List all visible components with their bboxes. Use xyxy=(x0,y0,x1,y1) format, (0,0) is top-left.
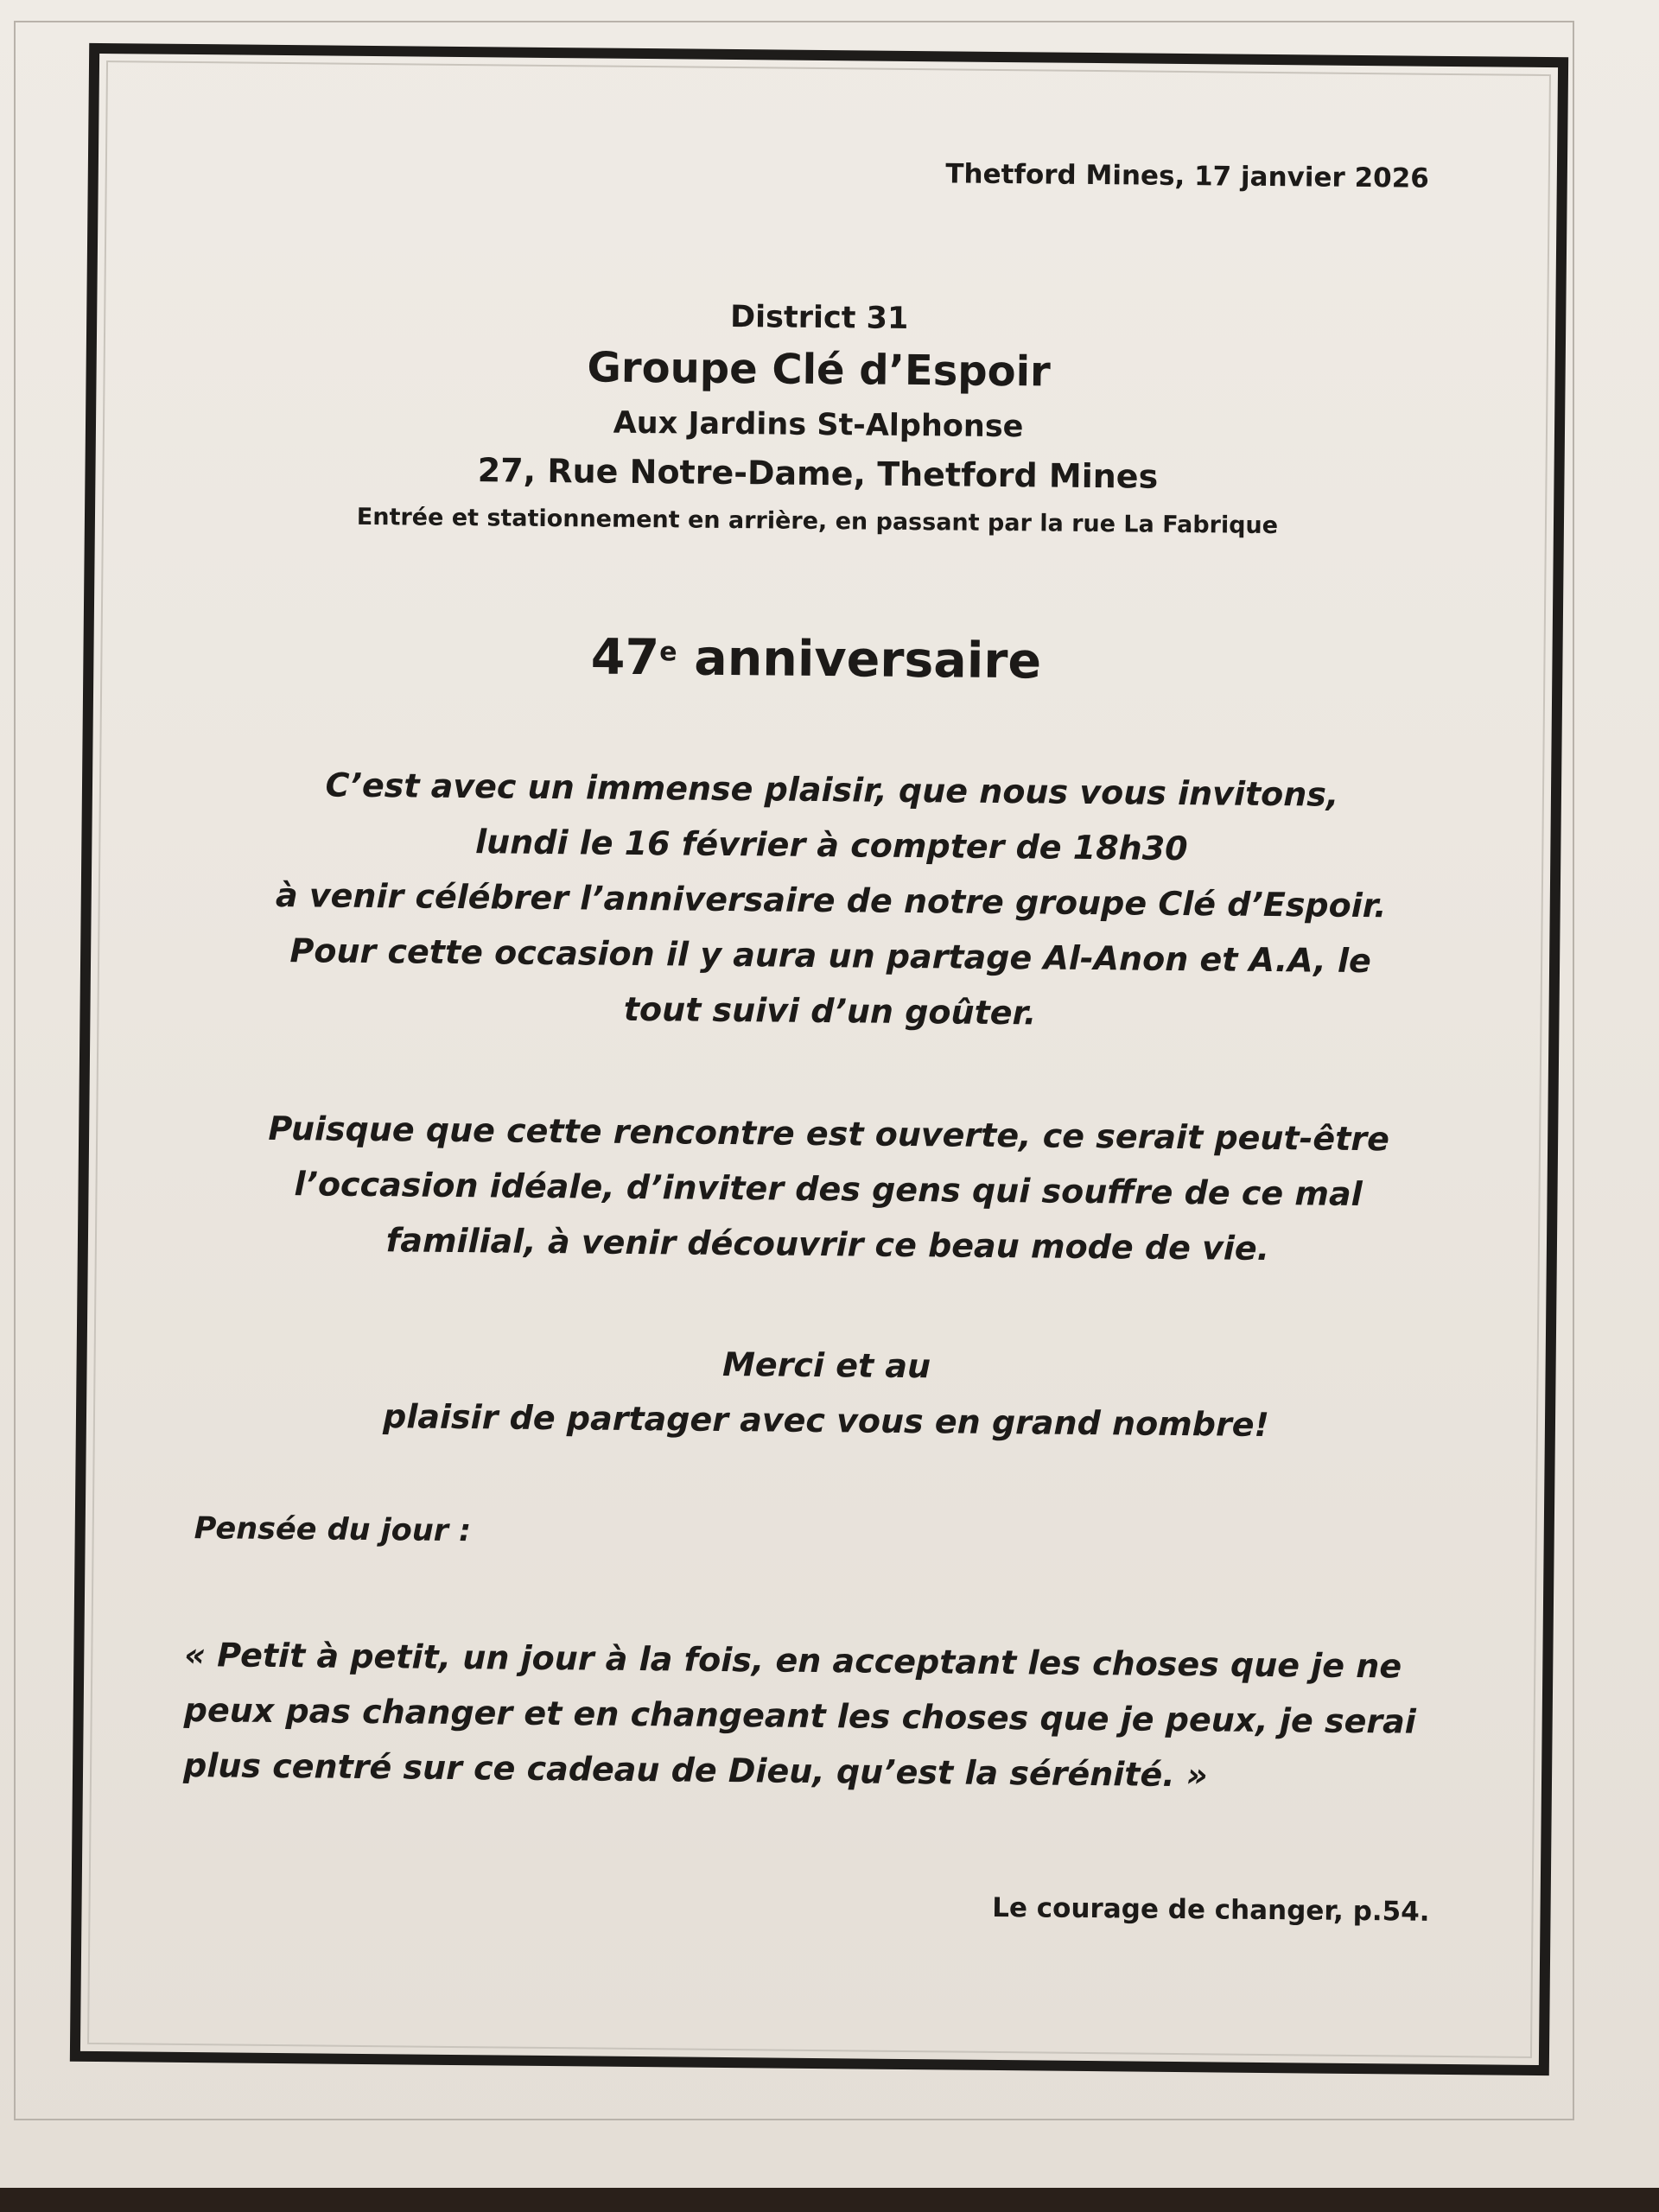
quote-source: Le courage de changer, p.54. xyxy=(992,1891,1430,1928)
date-line: Thetford Mines, 17 janvier 2026 xyxy=(945,158,1429,194)
quote-line: plus centré sur ce cadeau de Dieu, qu’est la sérénité. » xyxy=(182,1745,1208,1795)
thought-of-the-day-label: Pensée du jour : xyxy=(194,1511,472,1549)
venue-address: 27, Rue Notre-Dame, Thetford Mines xyxy=(477,451,1159,496)
open-meeting-line: l’occasion idéale, d’inviter des gens qui souffre de ce mal xyxy=(294,1165,1363,1214)
venue-name: Aux Jardins St-Alphonse xyxy=(613,405,1024,445)
anniversary-superscript: e xyxy=(659,637,677,668)
anniversary-number: 47 xyxy=(590,628,660,687)
open-meeting-line: familial, à venir découvrir ce beau mode de vie. xyxy=(385,1221,1270,1268)
parking-note: Entrée et stationnement en arrière, en passant par la rue La Fabrique xyxy=(356,503,1279,540)
anniversary-label: anniversaire xyxy=(694,629,1042,690)
invitation-line: Pour cette occasion il y aura un partage Al-Anon et A.A, le xyxy=(289,931,1371,981)
thanks-line: Merci et au xyxy=(721,1344,931,1386)
document-frame xyxy=(70,43,1568,2075)
open-meeting-line: Puisque que cette rencontre est ouverte, ce serait peut-être xyxy=(268,1109,1390,1159)
invitation-line: C’est avec un immense plaisir, que nous vous invitons, xyxy=(325,766,1339,814)
invitation-line: tout suivi d’un goûter. xyxy=(623,989,1037,1033)
group-name-heading: Groupe Clé d’Espoir xyxy=(587,343,1052,397)
district-heading: District 31 xyxy=(729,299,909,336)
quote-line: « Petit à petit, un jour à la fois, en acceptant les choses que je ne xyxy=(184,1635,1402,1686)
quote-line: peux pas changer et en changeant les choses que je peux, je serai xyxy=(183,1690,1417,1741)
invitation-line: à venir célébrer l’anniversaire de notre groupe Clé d’Espoir. xyxy=(275,875,1387,925)
invitation-line: lundi le 16 février à compter de 18h30 xyxy=(474,823,1188,868)
thanks-line: plaisir de partager avec vous en grand nombre! xyxy=(382,1397,1270,1445)
